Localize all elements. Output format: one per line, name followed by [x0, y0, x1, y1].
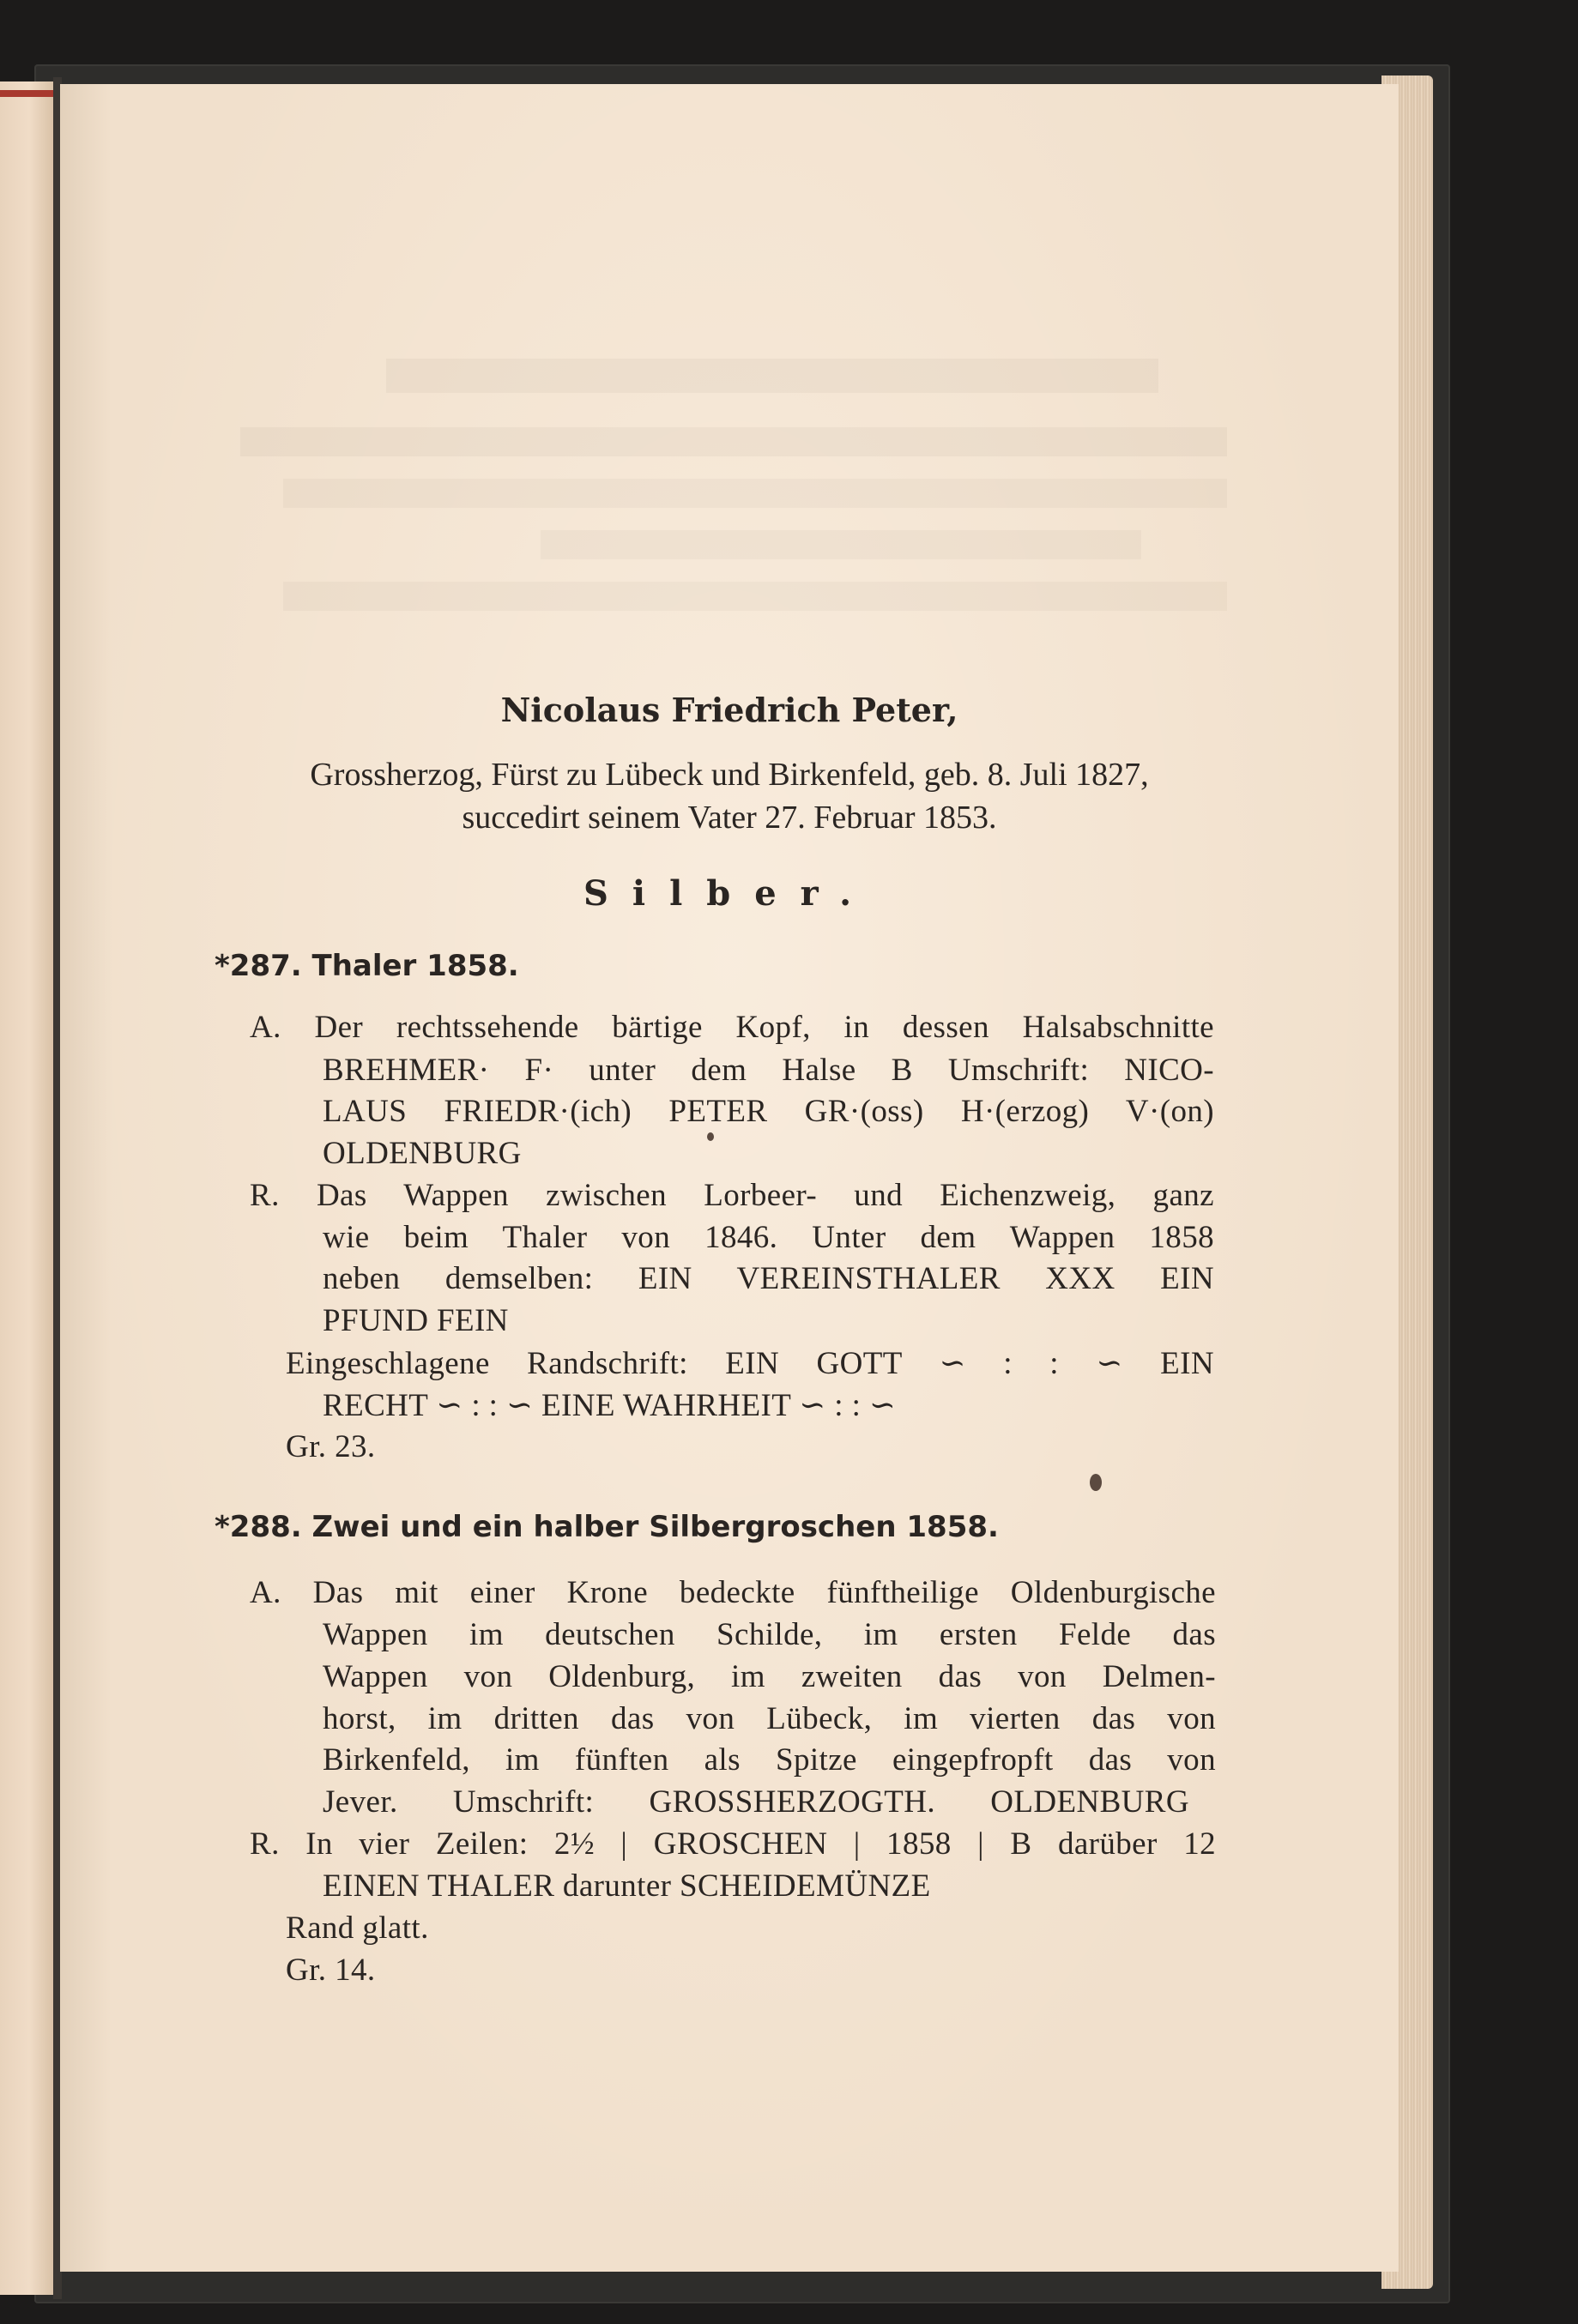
entry-288-heading: *288. Zwei und ein halber Silbergroschen 1858.: [215, 1510, 999, 1544]
entry-288-line: EINEN THALER darunter SCHEIDEMÜNZE: [323, 1868, 931, 1904]
entry-287-line: A. Der rechtssehende bärtige Kopf, in dessen Halsabschnitte: [250, 1010, 1214, 1045]
entry-288-line: Wappen im deutschen Schilde, im ersten Felde das: [323, 1617, 1216, 1652]
entry-287-line: Gr. 23.: [286, 1429, 376, 1464]
ruler-subtitle-line-2: succedirt seinem Vater 27. Februar 1853.: [462, 800, 997, 836]
entry-288-line: Birkenfeld, im fünften als Spitze eingepfropft das von: [323, 1742, 1216, 1778]
entry-287-heading: *287. Thaler 1858.: [215, 949, 519, 983]
ruler-title: Nicolaus Friedrich Peter,: [500, 691, 958, 729]
ruler-subtitle-line-1: Grossherzog, Fürst zu Lübeck und Birkenfeld, geb. 8. Juli 1827,: [310, 757, 1149, 793]
entry-288-line: R. In vier Zeilen: 2½ | GROSCHEN | 1858 | B darüber 12: [250, 1826, 1216, 1862]
entry-287-line: BREHMER· F· unter dem Halse B Umschrift: NICO-: [323, 1053, 1214, 1088]
entry-287-line: LAUS FRIEDR·(ich) PETER GR·(oss) H·(erzog) V·(on): [323, 1094, 1214, 1129]
bleed-through-shadow: [197, 341, 1227, 633]
entry-287-line: neben demselben: EIN VEREINSTHALER XXX EIN: [323, 1261, 1214, 1296]
section-heading-silber: Silber.: [583, 873, 876, 914]
ink-spot: [1090, 1474, 1102, 1491]
entry-287-line: Eingeschlagene Randschrift: EIN GOTT ∽ : : ∽ EIN: [286, 1346, 1214, 1381]
entry-287-line: R. Das Wappen zwischen Lorbeer- und Eichenzweig, ganz: [250, 1178, 1214, 1213]
entry-288-line: Jever. Umschrift: GROSSHERZOGTH. OLDENBURG: [323, 1784, 1189, 1820]
entry-288-line: A. Das mit einer Krone bedeckte fünftheilige Oldenburgische: [250, 1575, 1216, 1610]
ink-spot: [707, 1132, 714, 1141]
book-page: [60, 84, 1399, 2272]
entry-287-line: RECHT ∽ : : ∽ EINE WAHRHEIT ∽ : : ∽: [323, 1388, 897, 1423]
left-page-edge: [0, 81, 53, 2295]
entry-287-line: wie beim Thaler von 1846. Unter dem Wappen 1858: [323, 1220, 1214, 1255]
entry-288-line: horst, im dritten das von Lübeck, im vierten das von: [323, 1701, 1216, 1736]
red-page-edge: [0, 90, 53, 97]
entry-288-line: Gr. 14.: [286, 1953, 376, 1988]
entry-288-line: Rand glatt.: [286, 1911, 429, 1946]
entry-288-line: Wappen von Oldenburg, im zweiten das von Delmen-: [323, 1659, 1216, 1694]
entry-287-line: OLDENBURG: [323, 1136, 522, 1171]
entry-287-line: PFUND FEIN: [323, 1303, 509, 1338]
